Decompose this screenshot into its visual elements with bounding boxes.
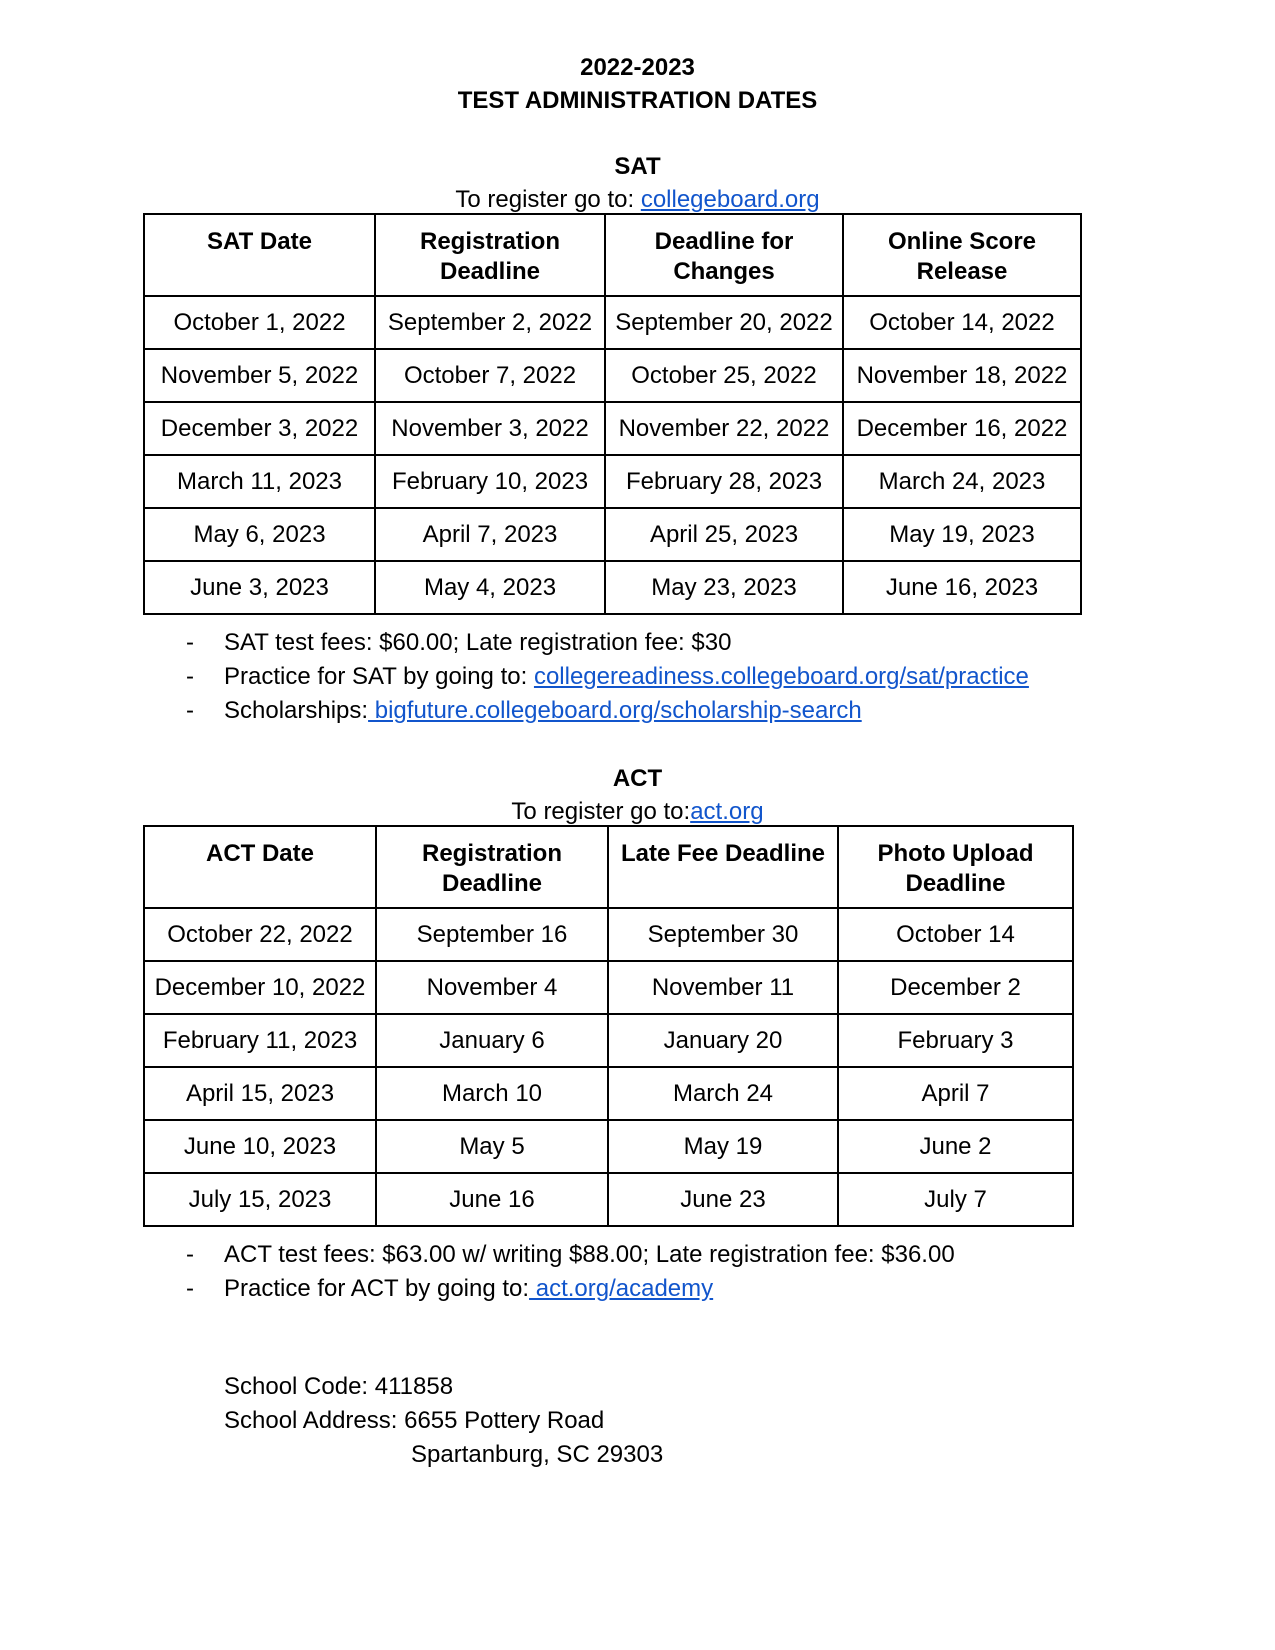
table-cell: February 10, 2023 [375, 455, 605, 508]
table-cell: September 30 [608, 908, 838, 961]
table-cell: October 1, 2022 [144, 296, 375, 349]
table-cell: September 16 [376, 908, 608, 961]
table-cell: June 16, 2023 [843, 561, 1081, 614]
table-cell: July 7 [838, 1173, 1073, 1226]
sat-col-deadline-for-changes: Deadline for Changes [605, 214, 843, 296]
act-section-title: ACT [612, 765, 663, 792]
sat-fees-text: SAT test fees: $60.00; Late registration fee: $30 [224, 629, 732, 656]
table-cell: March 11, 2023 [144, 455, 375, 508]
table-cell: April 15, 2023 [144, 1067, 376, 1120]
school-code: School Code: 411858 [224, 1373, 454, 1400]
table-cell: July 15, 2023 [144, 1173, 376, 1226]
sat-dates-table [143, 213, 1082, 615]
table-row [144, 561, 1081, 614]
act-col-photo-upload-deadline: Photo Upload Deadline [838, 826, 1073, 908]
table-cell: November 22, 2022 [605, 402, 843, 455]
table-cell: June 3, 2023 [144, 561, 375, 614]
act-header-row [144, 826, 1073, 908]
sat-scholarships-prefix: Scholarships: [224, 697, 369, 724]
table-row [144, 1067, 1073, 1120]
table-cell: December 2 [838, 961, 1073, 1014]
school-address-line1: School Address: 6655 Pottery Road [224, 1407, 605, 1434]
table-cell: November 11 [608, 961, 838, 1014]
sat-section-title: SAT [614, 153, 661, 180]
sat-register-line [0, 188, 1275, 212]
table-cell: October 7, 2022 [375, 349, 605, 402]
table-cell: April 25, 2023 [605, 508, 843, 561]
act-col-late-fee-deadline: Late Fee Deadline [608, 826, 838, 908]
table-cell: April 7, 2023 [375, 508, 605, 561]
table-cell: April 7 [838, 1067, 1073, 1120]
act-dates-table [143, 825, 1074, 1227]
table-cell: May 23, 2023 [605, 561, 843, 614]
table-row [144, 349, 1081, 402]
school-info [224, 1370, 663, 1472]
table-row [144, 1014, 1073, 1067]
table-cell: November 4 [376, 961, 608, 1014]
table-cell: November 3, 2022 [375, 402, 605, 455]
table-row [144, 296, 1081, 349]
table-row [144, 402, 1081, 455]
table-cell: November 18, 2022 [843, 349, 1081, 402]
table-row [144, 508, 1081, 561]
act-practice-link[interactable]: act.org/academy [529, 1275, 714, 1302]
sat-col-registration-deadline: Registration Deadline [375, 214, 605, 296]
act-register-prefix: To register go to: [511, 798, 691, 825]
table-cell: February 28, 2023 [605, 455, 843, 508]
sat-scholarships-link[interactable]: bigfuture.collegeboard.org/scholarship-search [368, 697, 862, 724]
table-row [144, 961, 1073, 1014]
list-dash: - [186, 1241, 194, 1268]
table-cell: October 14, 2022 [843, 296, 1081, 349]
sat-practice-link[interactable]: collegereadiness.collegeboard.org/sat/practice [533, 663, 1029, 690]
table-cell: May 19, 2023 [843, 508, 1081, 561]
table-cell: November 5, 2022 [144, 349, 375, 402]
act-register-line [0, 800, 1275, 824]
sat-register-prefix: To register go to: [455, 186, 641, 213]
table-cell: October 14 [838, 908, 1073, 961]
table-row [144, 908, 1073, 961]
table-cell: January 20 [608, 1014, 838, 1067]
table-cell: September 20, 2022 [605, 296, 843, 349]
table-cell: March 24 [608, 1067, 838, 1120]
table-row [144, 1173, 1073, 1226]
table-cell: May 5 [376, 1120, 608, 1173]
school-address-line2: Spartanburg, SC 29303 [411, 1441, 664, 1468]
table-cell: December 10, 2022 [144, 961, 376, 1014]
table-cell: June 23 [608, 1173, 838, 1226]
act-register-link[interactable]: act.org [690, 798, 764, 825]
sat-practice-prefix: Practice for SAT by going to: [224, 663, 534, 690]
table-row [144, 1120, 1073, 1173]
table-cell: February 11, 2023 [144, 1014, 376, 1067]
list-dash: - [186, 697, 194, 724]
table-cell: May 19 [608, 1120, 838, 1173]
table-cell: May 6, 2023 [144, 508, 375, 561]
table-cell: March 10 [376, 1067, 608, 1120]
table-cell: February 3 [838, 1014, 1073, 1067]
sat-practice-line [224, 660, 1029, 694]
document-year: 2022-2023 [580, 54, 695, 81]
table-cell: June 2 [838, 1120, 1073, 1173]
list-dash: - [186, 663, 194, 690]
table-cell: October 25, 2022 [605, 349, 843, 402]
table-cell: December 16, 2022 [843, 402, 1081, 455]
sat-col-online-score-release: Online Score Release [843, 214, 1081, 296]
table-cell: October 22, 2022 [144, 908, 376, 961]
act-fees-text: ACT test fees: $63.00 w/ writing $88.00; Late registration fee: $36.00 [224, 1241, 955, 1268]
table-cell: June 10, 2023 [144, 1120, 376, 1173]
table-cell: September 2, 2022 [375, 296, 605, 349]
act-practice-line [224, 1272, 713, 1306]
sat-scholarships-line [224, 694, 862, 728]
table-cell: March 24, 2023 [843, 455, 1081, 508]
table-cell: December 3, 2022 [144, 402, 375, 455]
act-col-act-date: ACT Date [144, 826, 376, 908]
table-row [144, 455, 1081, 508]
table-cell: May 4, 2023 [375, 561, 605, 614]
sat-header-row [144, 214, 1081, 296]
table-cell: January 6 [376, 1014, 608, 1067]
sat-col-sat-date: SAT Date [144, 214, 375, 296]
act-practice-prefix: Practice for ACT by going to: [224, 1275, 530, 1302]
table-cell: June 16 [376, 1173, 608, 1226]
list-dash: - [186, 1275, 194, 1302]
act-col-registration-deadline: Registration Deadline [376, 826, 608, 908]
sat-register-link[interactable]: collegeboard.org [640, 186, 820, 213]
document-title: TEST ADMINISTRATION DATES [457, 87, 818, 114]
list-dash: - [186, 629, 194, 656]
